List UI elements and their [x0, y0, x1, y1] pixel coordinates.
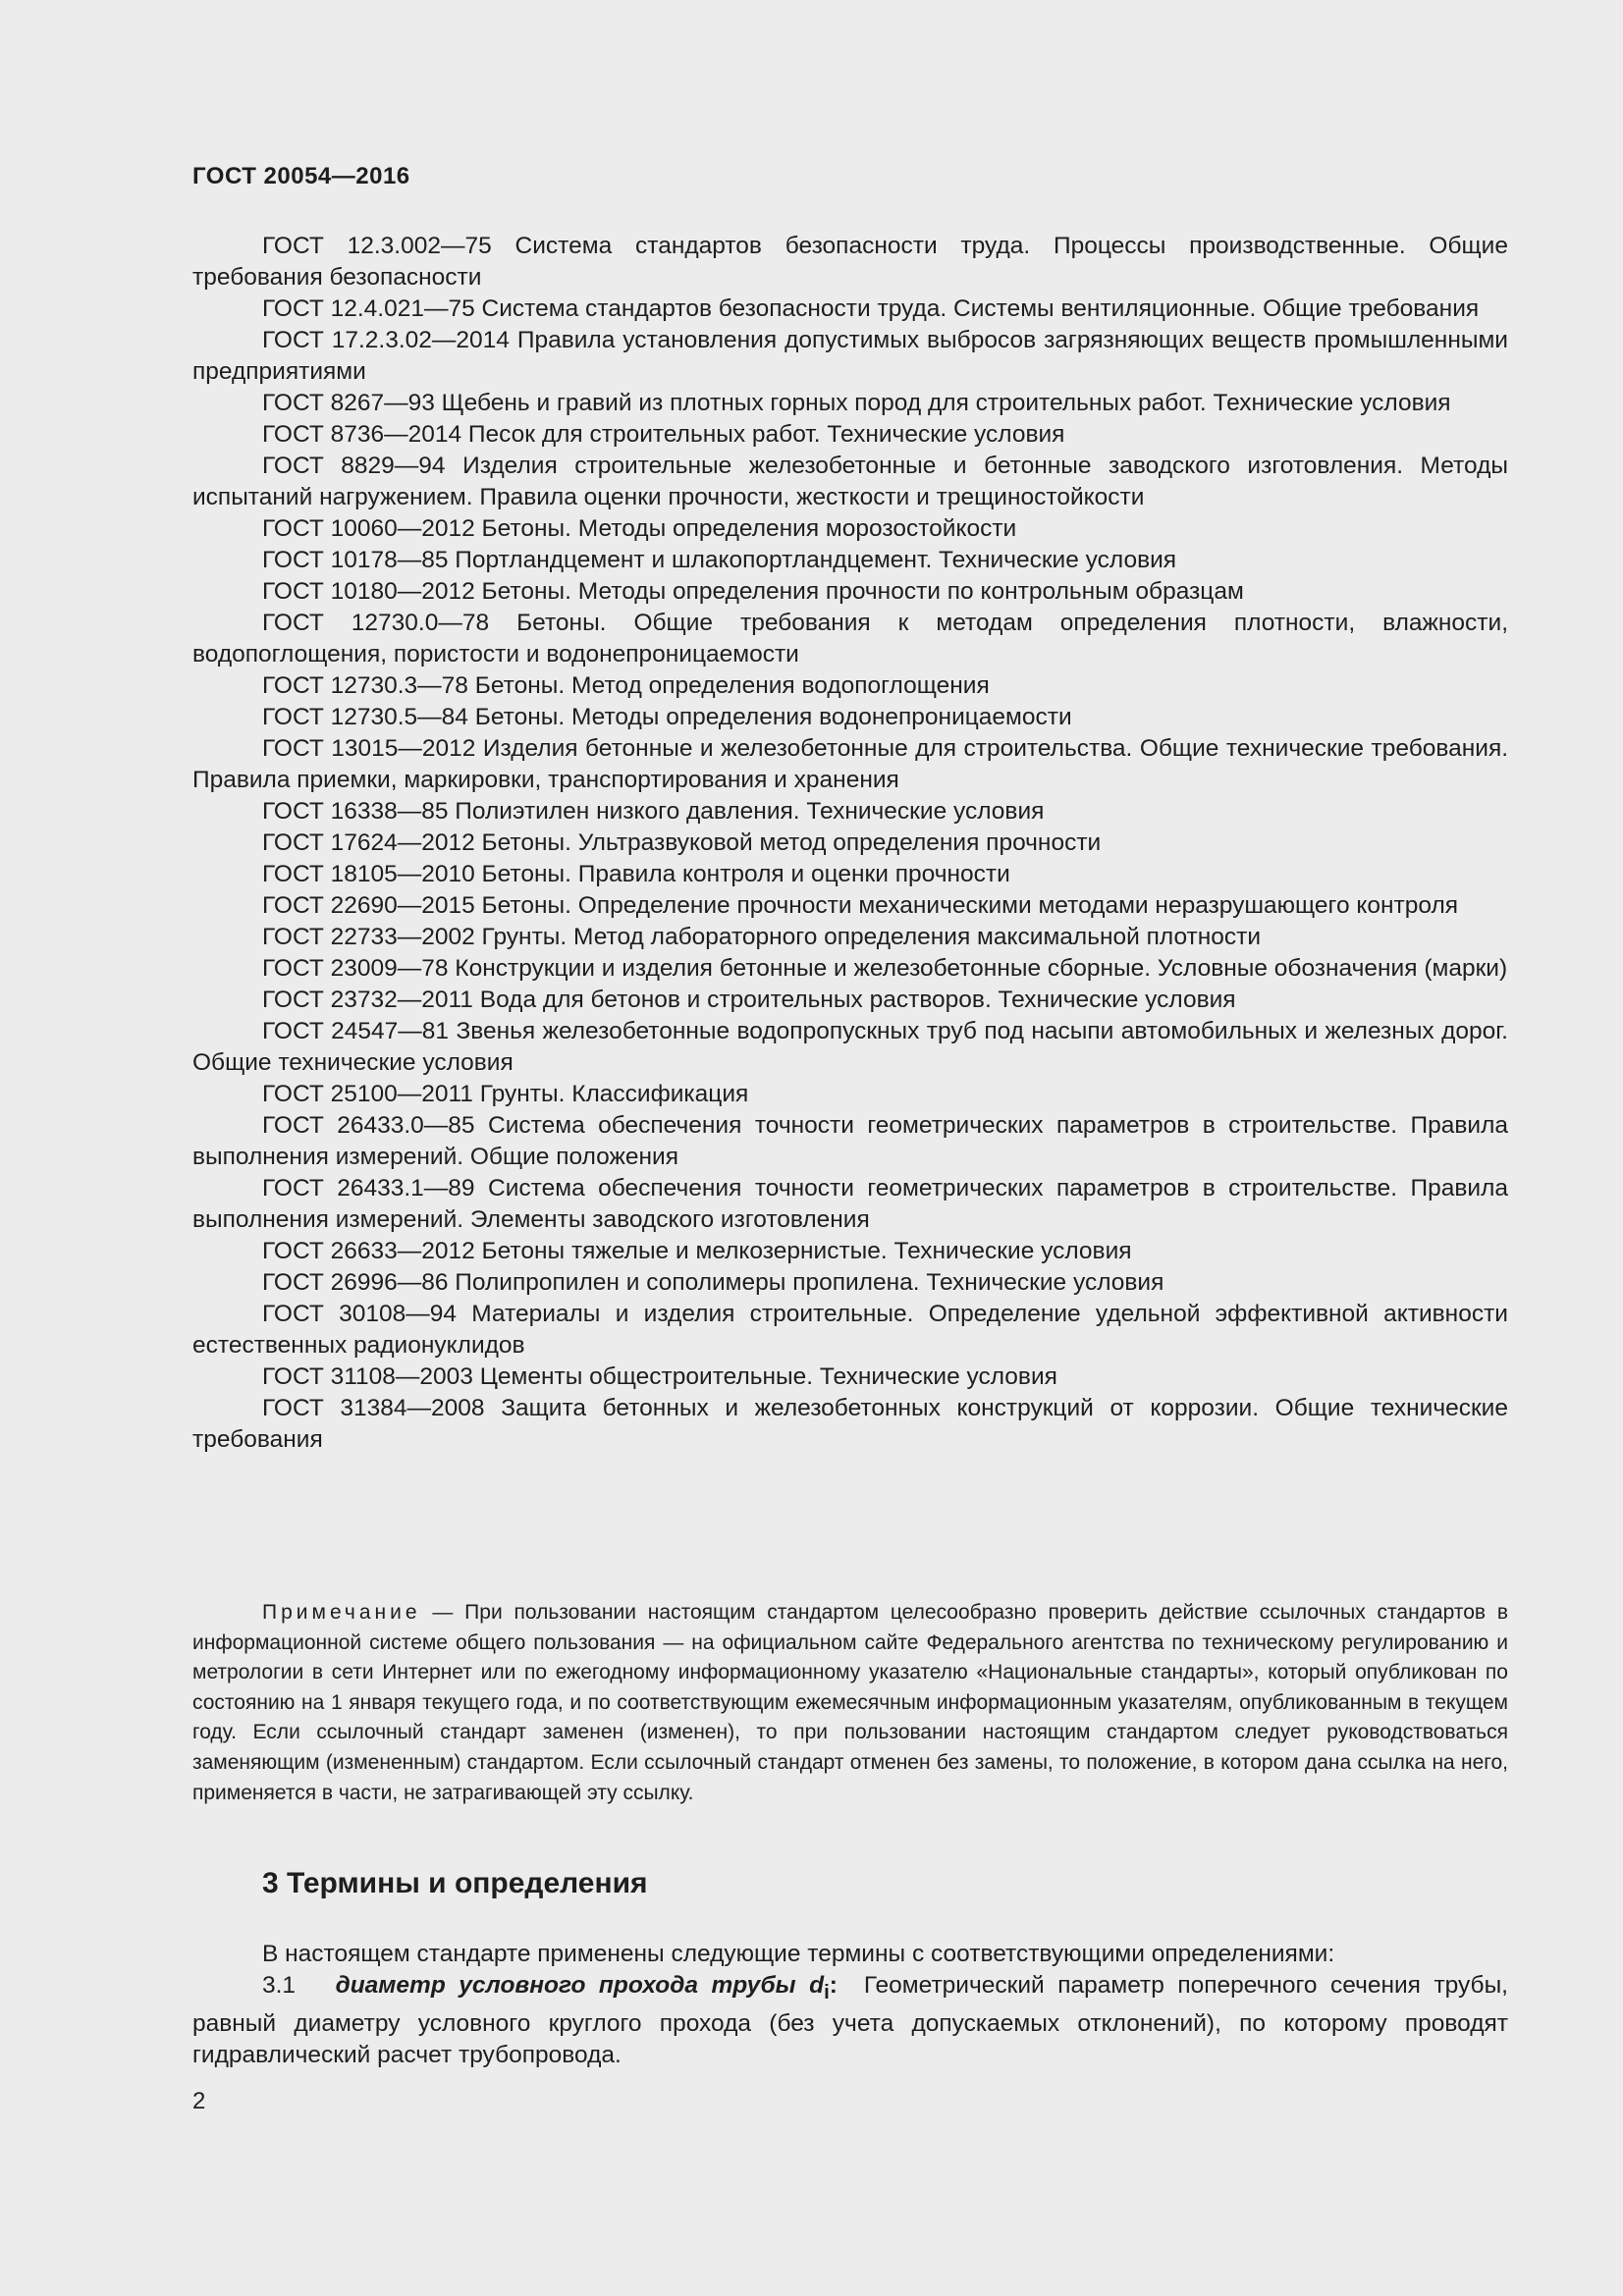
reference-item	[192, 1362, 1508, 1393]
reference-item	[192, 1393, 1508, 1456]
reference-title: Изделия строительные железобетонные и бетонные заводского изготовления. Методы испытаний нагружением. Правила оценки прочности, жесткости и трещиностойкости	[192, 453, 1508, 510]
reference-code: ГОСТ 12730.0—78	[262, 610, 490, 636]
reference-code: ГОСТ 8829—94	[262, 453, 446, 479]
reference-code: ГОСТ 10178—85	[262, 547, 449, 573]
reference-title: Система стандартов безопасности труда. Процессы производственные. Общие требования безопасности	[192, 233, 1508, 291]
term-subscript: i	[824, 1981, 830, 2003]
reference-code: ГОСТ 8267—93	[262, 390, 435, 416]
reference-title: Система обеспечения точности геометрических параметров в строительстве. Правила выполнения измерений. Элементы заводского изготовления	[192, 1175, 1508, 1233]
reference-code: ГОСТ 25100—2011	[262, 1081, 473, 1107]
reference-code: ГОСТ 31108—2003	[262, 1363, 473, 1390]
reference-item	[192, 702, 1508, 733]
reference-item	[192, 451, 1508, 513]
reference-title: Система стандартов безопасности труда. Системы вентиляционные. Общие требования	[481, 295, 1480, 322]
reference-code: ГОСТ 8736—2014	[262, 421, 462, 448]
reference-item	[192, 859, 1508, 890]
reference-title: Звенья железобетонные водопропускных труб под насыпи автомобильных и железных дорог. Общие технические условия	[192, 1018, 1508, 1076]
reference-item	[192, 388, 1508, 419]
reference-item	[192, 576, 1508, 608]
reference-item	[192, 828, 1508, 859]
section-title: 3 Термины и определения	[262, 1867, 648, 1899]
reference-item	[192, 890, 1508, 922]
reference-code: ГОСТ 30108—94	[262, 1301, 457, 1327]
reference-title: Песок для строительных работ. Технические условия	[467, 421, 1065, 448]
reference-title: Портландцемент и шлакопортландцемент. Технические условия	[455, 547, 1177, 573]
reference-code: ГОСТ 23009—78	[262, 955, 449, 982]
reference-item	[192, 419, 1508, 451]
reference-title: Бетоны. Правила контроля и оценки прочности	[481, 861, 1010, 887]
reference-title: Защита бетонных и железобетонных конструкций от коррозии. Общие технические требования	[192, 1395, 1508, 1453]
reference-title: Бетоны. Методы определения водонепроницаемости	[474, 704, 1072, 730]
reference-title: Изделия бетонные и железобетонные для строительства. Общие технические требования. Правила приемки, маркировки, транспортирования и хранения	[192, 735, 1509, 793]
reference-item	[192, 953, 1508, 985]
reference-code: ГОСТ 18105—2010	[262, 861, 475, 887]
reference-code: ГОСТ 17.2.3.02—2014	[262, 327, 510, 353]
reference-item	[192, 1079, 1508, 1110]
reference-code: ГОСТ 12730.3—78	[262, 672, 468, 699]
reference-title: Вода для бетонов и строительных растворов. Технические условия	[479, 987, 1236, 1013]
reference-title: Грунты. Классификация	[479, 1081, 749, 1107]
reference-item	[192, 796, 1508, 828]
term-number: 3.1	[262, 1972, 297, 1999]
reference-code: ГОСТ 16338—85	[262, 798, 449, 825]
reference-item	[192, 922, 1508, 953]
reference-code: ГОСТ 12730.5—84	[262, 704, 468, 730]
reference-code: ГОСТ 17624—2012	[262, 829, 475, 856]
terms-intro: В настоящем стандарте применены следующие термины с соответствующими определениями:	[262, 1941, 1335, 1967]
reference-code: ГОСТ 24547—81	[262, 1018, 450, 1044]
reference-item	[192, 231, 1508, 294]
reference-item	[192, 733, 1508, 796]
reference-title: Щебень и гравий из плотных горных пород для строительных работ. Технические условия	[441, 390, 1451, 416]
normative-references-list	[192, 231, 1508, 1456]
reference-item	[192, 325, 1508, 388]
reference-code: ГОСТ 13015—2012	[262, 735, 476, 762]
reference-item	[192, 1267, 1508, 1299]
reference-item	[192, 1236, 1508, 1267]
section-body	[192, 1939, 1508, 2071]
reference-title: Бетоны. Определение прочности механическими методами неразрушающего контроля	[481, 892, 1459, 919]
reference-code: ГОСТ 22733—2002	[262, 924, 475, 950]
note-text: — При пользовании настоящим стандартом целесообразно проверить действие ссылочных стандартов в информационной системе общего пользования — на официальном сайте Федерального агентства по техническому регулированию и метрологии в сети Интернет или по ежегодному информационному указателю «Национальные стандарты», который опубликован по состоянию на 1 января текущего года, и по соответствующим ежемесячным информационным указателям, опубликованным в текущем году. Если ссылочный стандарт заменен (изменен), то при пользовании настоящим стандартом следует руководствоваться заменяющим (измененным) стандартом. Если ссылочный стандарт отменен без замены, то положение, в котором дана ссылка на него, применяется в части, не затрагивающей эту ссылку.	[192, 1601, 1508, 1804]
reference-item	[192, 545, 1508, 576]
reference-title: Бетоны тяжелые и мелкозернистые. Технические условия	[481, 1238, 1132, 1264]
reference-code: ГОСТ 31384—2008	[262, 1395, 485, 1421]
term-name-text: диаметр условного прохода трубы d	[335, 1972, 825, 1999]
reference-title: Полипропилен и сополимеры пропилена. Технические условия	[455, 1269, 1164, 1296]
reference-item	[192, 670, 1508, 702]
reference-item	[192, 1299, 1508, 1362]
document-header: ГОСТ 20054—2016	[192, 163, 410, 189]
term-definition: Геометрический параметр поперечного сечения трубы, равный диаметру условного круглого прохода (без учета допускаемых отклонений), по которому проводят гидравлический расчет трубопровода.	[192, 1972, 1508, 2068]
reference-title: Бетоны. Общие требования к методам определения плотности, влажности, водопоглощения, пористости и водонепроницаемости	[192, 610, 1509, 667]
reference-item	[192, 1016, 1508, 1079]
page-number: 2	[192, 2088, 206, 2114]
reference-item	[192, 985, 1508, 1016]
reference-title: Конструкции и изделия бетонные и железобетонные сборные. Условные обозначения (марки)	[455, 955, 1508, 982]
reference-code: ГОСТ 23732—2011	[262, 987, 473, 1013]
reference-code: ГОСТ 10060—2012	[262, 515, 475, 542]
reference-title: Материалы и изделия строительные. Определение удельной эффективной активности естественных радионуклидов	[192, 1301, 1508, 1359]
note-paragraph	[192, 1598, 1508, 1808]
reference-title: Бетоны. Ультразвуковой метод определения прочности	[481, 829, 1102, 856]
reference-code: ГОСТ 26433.0—85	[262, 1112, 475, 1139]
term-name: диаметр условного прохода трубы $d_i$:	[335, 1972, 838, 2003]
reference-item	[192, 608, 1508, 670]
reference-title: Бетоны. Методы определения прочности по контрольным образцам	[481, 578, 1244, 605]
reference-code: ГОСТ 26433.1—89	[262, 1175, 475, 1201]
reference-title: Система обеспечения точности геометрических параметров в строительстве. Правила выполнения измерений. Общие положения	[192, 1112, 1508, 1170]
reference-title: Цементы общестроительные. Технические условия	[479, 1363, 1057, 1390]
reference-title: Грунты. Метод лабораторного определения максимальной плотности	[481, 924, 1262, 950]
reference-item	[192, 1173, 1508, 1236]
reference-code: ГОСТ 26633—2012	[262, 1238, 475, 1264]
reference-code: ГОСТ 10180—2012	[262, 578, 475, 605]
reference-code: ГОСТ 26996—86	[262, 1269, 449, 1296]
reference-code: ГОСТ 12.3.002—75	[262, 233, 492, 259]
reference-title: Бетоны. Метод определения водопоглощения	[474, 672, 990, 699]
reference-item	[192, 1110, 1508, 1173]
note-label: Примечание	[262, 1601, 421, 1624]
reference-title: Полиэтилен низкого давления. Технические условия	[455, 798, 1045, 825]
term-3-1	[192, 1970, 1508, 2071]
reference-item	[192, 513, 1508, 545]
reference-title: Бетоны. Методы определения морозостойкости	[481, 515, 1017, 542]
reference-item	[192, 294, 1508, 325]
reference-code: ГОСТ 22690—2015	[262, 892, 475, 919]
reference-title: Правила установления допустимых выбросов загрязняющих веществ промышленными предприятиями	[192, 327, 1508, 385]
reference-code: ГОСТ 12.4.021—75	[262, 295, 475, 322]
